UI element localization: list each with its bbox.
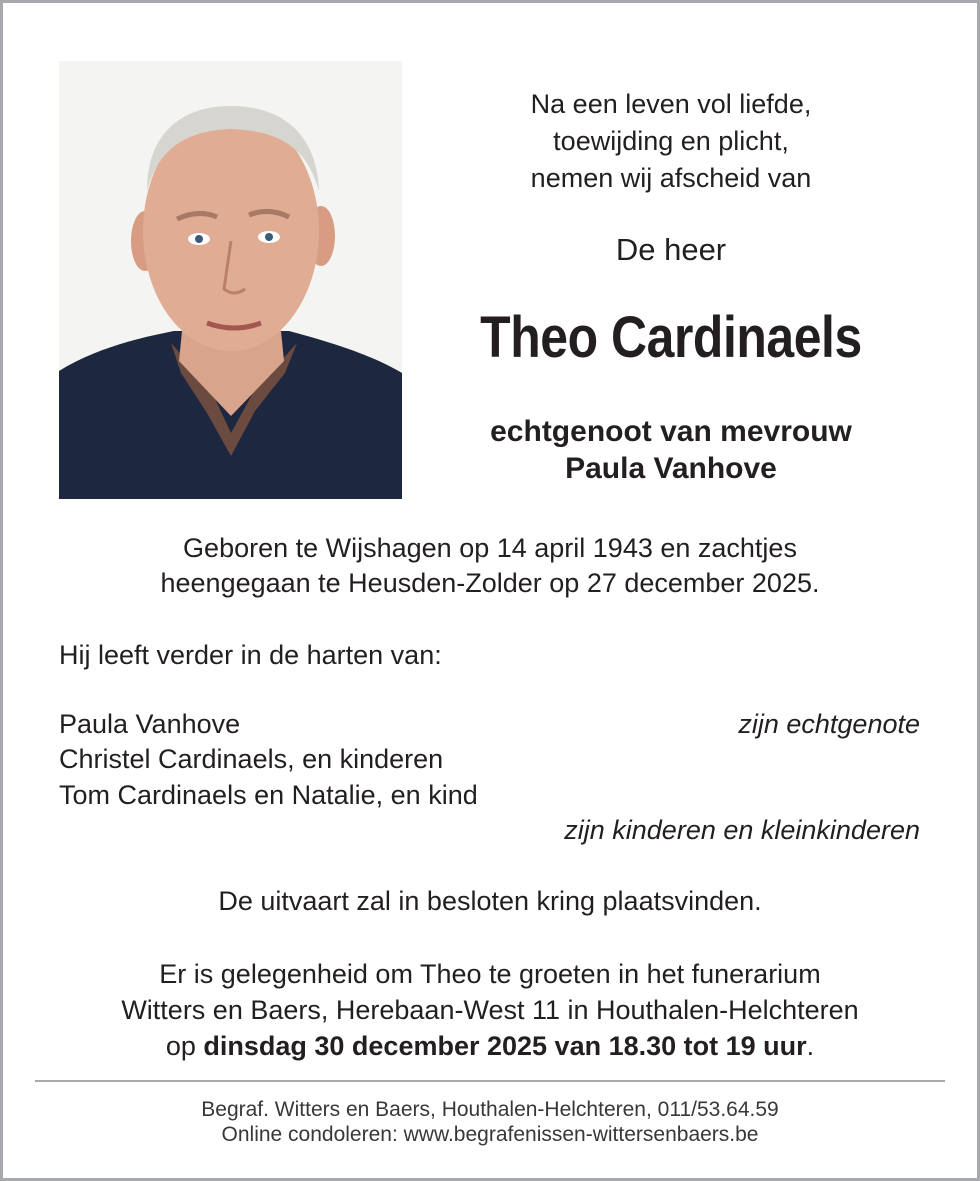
intro-text xyxy=(430,86,912,197)
visit-line: Witters en Baers, Herebaan-West 11 in Houthalen-Helchteren xyxy=(121,995,859,1025)
born-line: heengegaan te Heusden-Zolder op 27 december 2025. xyxy=(160,568,820,598)
lives-on-heading: Hij leeft verder in de harten van: xyxy=(59,640,442,670)
honorific: De heer xyxy=(615,232,727,267)
visit-line xyxy=(30,1028,950,1064)
deceased-name: Theo Cardinaels xyxy=(480,305,862,370)
born-line: Geboren te Wijshagen op 14 april 1943 en zachtjes xyxy=(183,533,797,563)
family-name: Tom Cardinaels en Natalie, en kind xyxy=(59,780,478,810)
intro-line: Na een leven vol liefde, xyxy=(530,89,812,119)
family-row xyxy=(59,742,920,777)
spouse-line: echtgenoot van mevrouw xyxy=(490,415,852,448)
portrait-photo xyxy=(59,61,402,499)
spouse-block xyxy=(430,413,912,487)
visit-suffix: . xyxy=(806,1031,815,1061)
visit-line: Er is gelegenheid om Theo te groeten in het funerarium xyxy=(159,959,821,989)
family-name: Paula Vanhove xyxy=(59,709,241,739)
family-row xyxy=(59,707,920,742)
visit-prefix: op xyxy=(165,1031,196,1061)
portrait-image xyxy=(59,61,402,499)
visitation-text xyxy=(30,956,950,1064)
footer-line: Online condoleren: www.begrafenissen-wittersenbaers.be xyxy=(221,1123,759,1146)
footer-divider xyxy=(35,1080,945,1082)
footer-line: Begraf. Witters en Baers, Houthalen-Helchteren, 011/53.64.59 xyxy=(201,1098,779,1121)
family-relation: zijn echtgenote xyxy=(738,709,920,739)
family-name: Christel Cardinaels, en kinderen xyxy=(59,744,444,774)
intro-line: nemen wij afscheid van xyxy=(530,163,812,193)
visit-datetime: dinsdag 30 december 2025 van 18.30 tot 19 uur xyxy=(203,1031,807,1061)
spouse-name: Paula Vanhove xyxy=(565,452,777,485)
birth-death-text xyxy=(30,531,950,601)
children-relation: zijn kinderen en kleinkinderen xyxy=(564,815,920,845)
funeral-notice: De uitvaart zal in besloten kring plaatsvinden. xyxy=(218,886,762,916)
family-row xyxy=(59,778,920,813)
intro-line: toewijding en plicht, xyxy=(553,126,789,156)
footer xyxy=(30,1097,950,1147)
